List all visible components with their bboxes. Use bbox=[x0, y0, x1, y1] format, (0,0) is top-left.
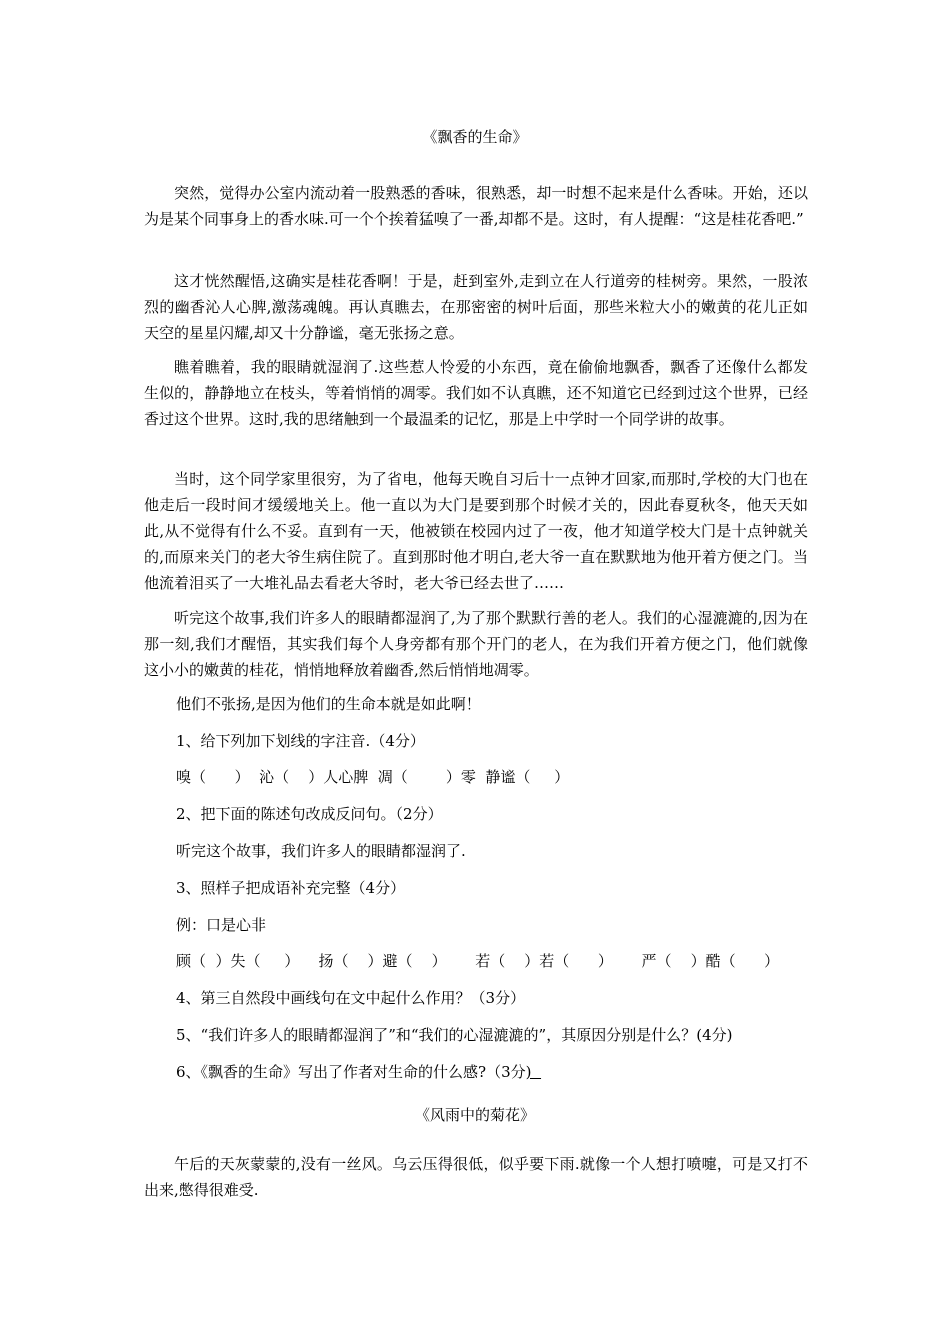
paragraph: 瞧着瞧着，我的眼睛就湿润了.这些惹人怜爱的小东西，竟在偷偷地飘香，飘香了还像什么都发生似的，静静地立在枝头，等着悄悄的凋零。我们如不认真瞧，还不知道它已经到过这个世界，已经香过这个世界。这时,我的思绪触到一个最温柔的记忆，那是上中学时一个同学讲的故事。 bbox=[144, 358, 808, 428]
article-title: 《飘香的生命》 bbox=[422, 128, 528, 146]
question-6-end: ) bbox=[525, 1063, 532, 1081]
paragraph: 这才恍然醒悟,这确实是桂花香啊！于是，赶到室外,走到立在人行道旁的桂树旁。果然，一股浓烈的幽香沁人心脾,激荡魂魄。再认真瞧去，在那密密的树叶后面，那些米粒大小的嫩黄的花儿正如天空的星星闪耀,却又十分静谧，毫无张扬之意。 bbox=[144, 272, 808, 342]
question-4: 4、第三自然段中画线句在文中起什么作用？（3分） bbox=[176, 989, 526, 1007]
paragraph: 当时，这个同学家里很穷，为了省电，他每天晚自习后十一点钟才回家,而那时,学校的大门也在他走后一段时间才缓缓地关上。他一直以为大门是要到那个时候才关的，因此春夏秋冬，他天天如此,从不觉得有什么不妥。直到有一天，他被锁在校园内过了一夜，他才知道学校大门是十点钟就关的,而原来关门的老大爷生病住院了。直到那时他才明白,老大爷一直在默默地为他开着方便之门。当他流着泪买了一大堆礼品去看老大爷时，老大爷已经去世了…… bbox=[144, 470, 808, 592]
question-6 bbox=[176, 1061, 816, 1083]
article-title-2: 《风雨中的菊花》 bbox=[414, 1106, 535, 1124]
question-3-items: 顾（ ）失（ ） 扬（ ）避（ ） 若（ ）若（ ） 严（ ）酷（ ） bbox=[176, 952, 780, 970]
question-3: 3、照样子把成语补充完整（4分） bbox=[176, 879, 406, 897]
question-6-text: 6、《飘香的生命》写出了作者对生命的什么感?（3分 bbox=[176, 1063, 526, 1081]
question-5: 5、“我们许多人的眼睛都湿润了”和“我们的心湿漉漉的”，其原因分别是什么？(4分) bbox=[176, 1026, 733, 1044]
question-3-example: 例：口是心非 bbox=[176, 916, 267, 934]
answer-underline bbox=[532, 1063, 542, 1081]
question-2: 2、把下面的陈述句改成反问句。（2分） bbox=[176, 805, 443, 823]
question-1: 1、给下列加下划线的字注音.（4分） bbox=[176, 732, 425, 750]
paragraph: 突然，觉得办公室内流动着一股熟悉的香味，很熟悉，却一时想不起来是什么香味。开始，还以为是某个同事身上的香水味.可一个个挨着猛嗅了一番,却都不是。这时，有人提醒：“这是桂花香吧.” bbox=[144, 184, 808, 228]
paragraph: 午后的天灰蒙蒙的,没有一丝风。乌云压得很低，似乎要下雨.就像一个人想打喷嚏，可是又打不出来,憋得很难受. bbox=[144, 1155, 808, 1199]
closing-sentence: 他们不张扬,是因为他们的生命本就是如此啊！ bbox=[176, 695, 481, 713]
question-2-sentence: 听完这个故事，我们许多人的眼睛都湿润了. bbox=[176, 842, 466, 860]
question-1-items: 嗅（ ） 沁（ ）人心脾 凋（ ）零 静谧（ ） bbox=[176, 768, 570, 786]
paragraph: 听完这个故事,我们许多人的眼睛都湿润了,为了那个默默行善的老人。我们的心湿漉漉的,因为在那一刻,我们才醒悟，其实我们每个人身旁都有那个开门的老人，在为我们开着方便之门，他们就像这小小的嫩黄的桂花，悄悄地释放着幽香,然后悄悄地凋零。 bbox=[144, 609, 808, 679]
